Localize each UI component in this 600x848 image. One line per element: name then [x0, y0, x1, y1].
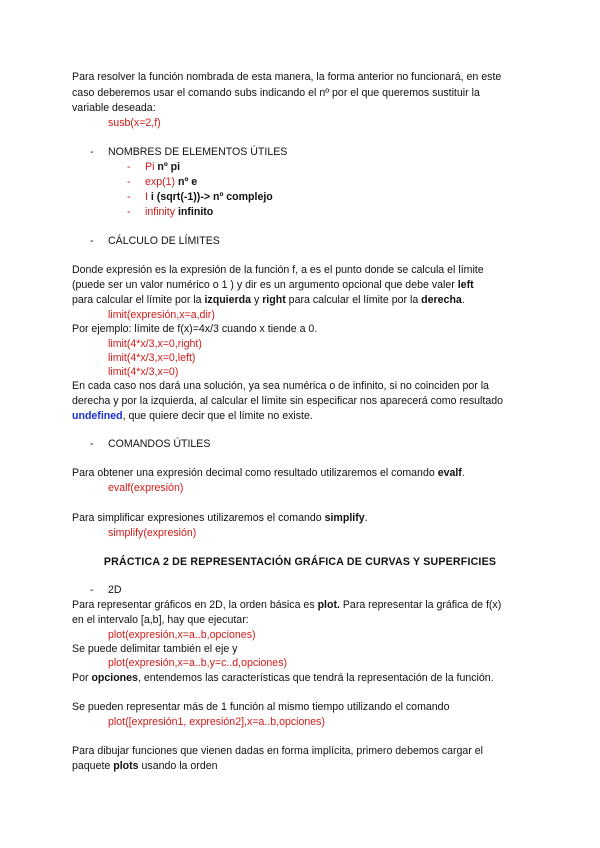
text-run: . — [364, 512, 368, 524]
bullet-dash: - — [90, 438, 94, 450]
bullet-dash: - — [90, 584, 94, 596]
text-run: . — [461, 467, 465, 479]
keyword: simplify — [324, 512, 365, 524]
keyword: plots — [113, 760, 139, 772]
item-code: exp(1) — [145, 176, 176, 188]
text-run: , que quiere decir que el límite no existe. — [122, 410, 313, 422]
item-desc: i (sqrt(-1))-> nº complejo — [150, 191, 273, 203]
item-code: infinity — [145, 206, 176, 218]
list-item — [127, 206, 213, 219]
paragraph-line: Por ejemplo: límite de f(x)=4x/3 cuando x tiende a 0. — [72, 323, 318, 335]
code-line: susb(x=2,f) — [108, 117, 161, 129]
code-line: plot([expresión1, expresión2],x=a..b,opciones) — [108, 716, 326, 728]
paragraph-line — [72, 672, 494, 685]
keyword: opciones — [91, 672, 138, 684]
paragraph-line: Para dibujar funciones que vienen dadas en forma implícita, primero debemos cargar el — [72, 745, 484, 757]
text-run: , entendemos las características que tendrá la representación de la función. — [137, 672, 494, 684]
list-item — [127, 191, 273, 204]
paragraph-line: Se pueden representar más de 1 función al mismo tiempo utilizando el comando — [72, 701, 450, 713]
paragraph-line — [72, 294, 465, 307]
text-run: Para obtener una expresión decimal como resultado utilizaremos el comando — [72, 467, 438, 479]
keyword: izquierda — [204, 294, 251, 306]
item-desc: nº e — [177, 176, 198, 188]
list-item — [127, 161, 180, 174]
paragraph-line: En cada caso nos dará una solución, ya sea numérica o de infinito, si no coinciden por la — [72, 380, 489, 392]
intro-line: caso deberemos usar el comando subs indicando el nº por el que queremos sustituir la — [72, 87, 480, 99]
code-line: limit(4*x/3,x=0) — [108, 366, 179, 378]
paragraph-line — [72, 467, 465, 480]
code-line: plot(expresión,x=a..b,opciones) — [108, 629, 256, 641]
paragraph-line: Donde expresión es la expresión de la función f, a es el punto donde se calcula el límite — [72, 264, 484, 276]
item-code: I — [145, 191, 148, 203]
code-line: limit(expresión,x=a,dir) — [108, 309, 215, 321]
section-heading: 2D — [108, 584, 122, 596]
paragraph-line — [72, 512, 368, 525]
paragraph-line: en el intervalo [a,b], hay que ejecutar: — [72, 614, 249, 626]
bullet-dash: - — [127, 206, 131, 218]
section-heading: CÁLCULO DE LÍMITES — [108, 235, 220, 247]
bullet-dash: - — [90, 235, 94, 247]
paragraph-line — [72, 279, 474, 292]
paragraph-line: Se puede delimitar también el eje y — [72, 643, 238, 655]
section-bullet — [90, 146, 287, 159]
keyword: evalf — [437, 467, 462, 479]
list-item — [127, 176, 197, 189]
item-desc: infinito — [177, 206, 214, 218]
text-run: para calcular el límite por la — [72, 294, 205, 306]
keyword: right — [262, 294, 286, 306]
keyword-undefined: undefined — [72, 410, 123, 422]
text-run: Para simplificar expresiones utilizaremos el comando — [72, 512, 325, 524]
bullet-dash: - — [127, 191, 131, 203]
keyword: left — [457, 279, 474, 291]
text-run: Para representar la gráfica de f(x) — [339, 599, 502, 611]
paragraph-line — [72, 410, 313, 423]
code-line: limit(4*x/3,x=0,right) — [108, 338, 202, 350]
intro-line: Para resolver la función nombrada de esta manera, la forma anterior no funcionará, en este — [72, 71, 502, 83]
item-code: Pi — [145, 161, 155, 173]
text-run: y — [251, 294, 263, 306]
keyword: derecha — [421, 294, 462, 306]
bullet-dash: - — [127, 161, 131, 173]
practice-title: PRÁCTICA 2 DE REPRESENTACIÓN GRÁFICA DE CURVAS Y SUPERFICIES — [103, 556, 497, 568]
keyword: plot. — [317, 599, 340, 611]
text-run: (puede ser un valor numérico o 1 ) y dir es un argumento opcional que debe valer — [72, 279, 458, 291]
bullet-dash: - — [127, 176, 131, 188]
bullet-dash: - — [90, 146, 94, 158]
text-run: para calcular el límite por la — [285, 294, 422, 306]
section-bullet — [90, 584, 122, 597]
code-line: limit(4*x/3,x=0,left) — [108, 352, 196, 364]
intro-line: variable deseada: — [72, 102, 156, 114]
code-line: simplify(expresión) — [108, 527, 197, 539]
text-run: paquete — [72, 760, 114, 772]
section-heading: COMANDOS ÚTILES — [108, 438, 211, 450]
paragraph-line — [72, 599, 501, 612]
code-line: plot(expresión,x=a..b,y=c..d,opciones) — [108, 657, 288, 669]
section-heading: NOMBRES DE ELEMENTOS ÚTILES — [108, 146, 288, 158]
section-bullet — [90, 235, 220, 248]
item-desc: nº pi — [157, 161, 181, 173]
paragraph-line: derecha y por la izquierda, al calcular el límite sin especificar nos aparecerá como resultado — [72, 395, 504, 407]
text-run: usando la orden — [138, 760, 218, 772]
section-bullet — [90, 438, 210, 451]
text-run: Por — [72, 672, 92, 684]
code-line: evalf(expresión) — [108, 482, 184, 494]
text-run: Para representar gráficos en 2D, la orden básica es — [72, 599, 318, 611]
paragraph-line — [72, 760, 218, 773]
text-run: . — [461, 294, 465, 306]
